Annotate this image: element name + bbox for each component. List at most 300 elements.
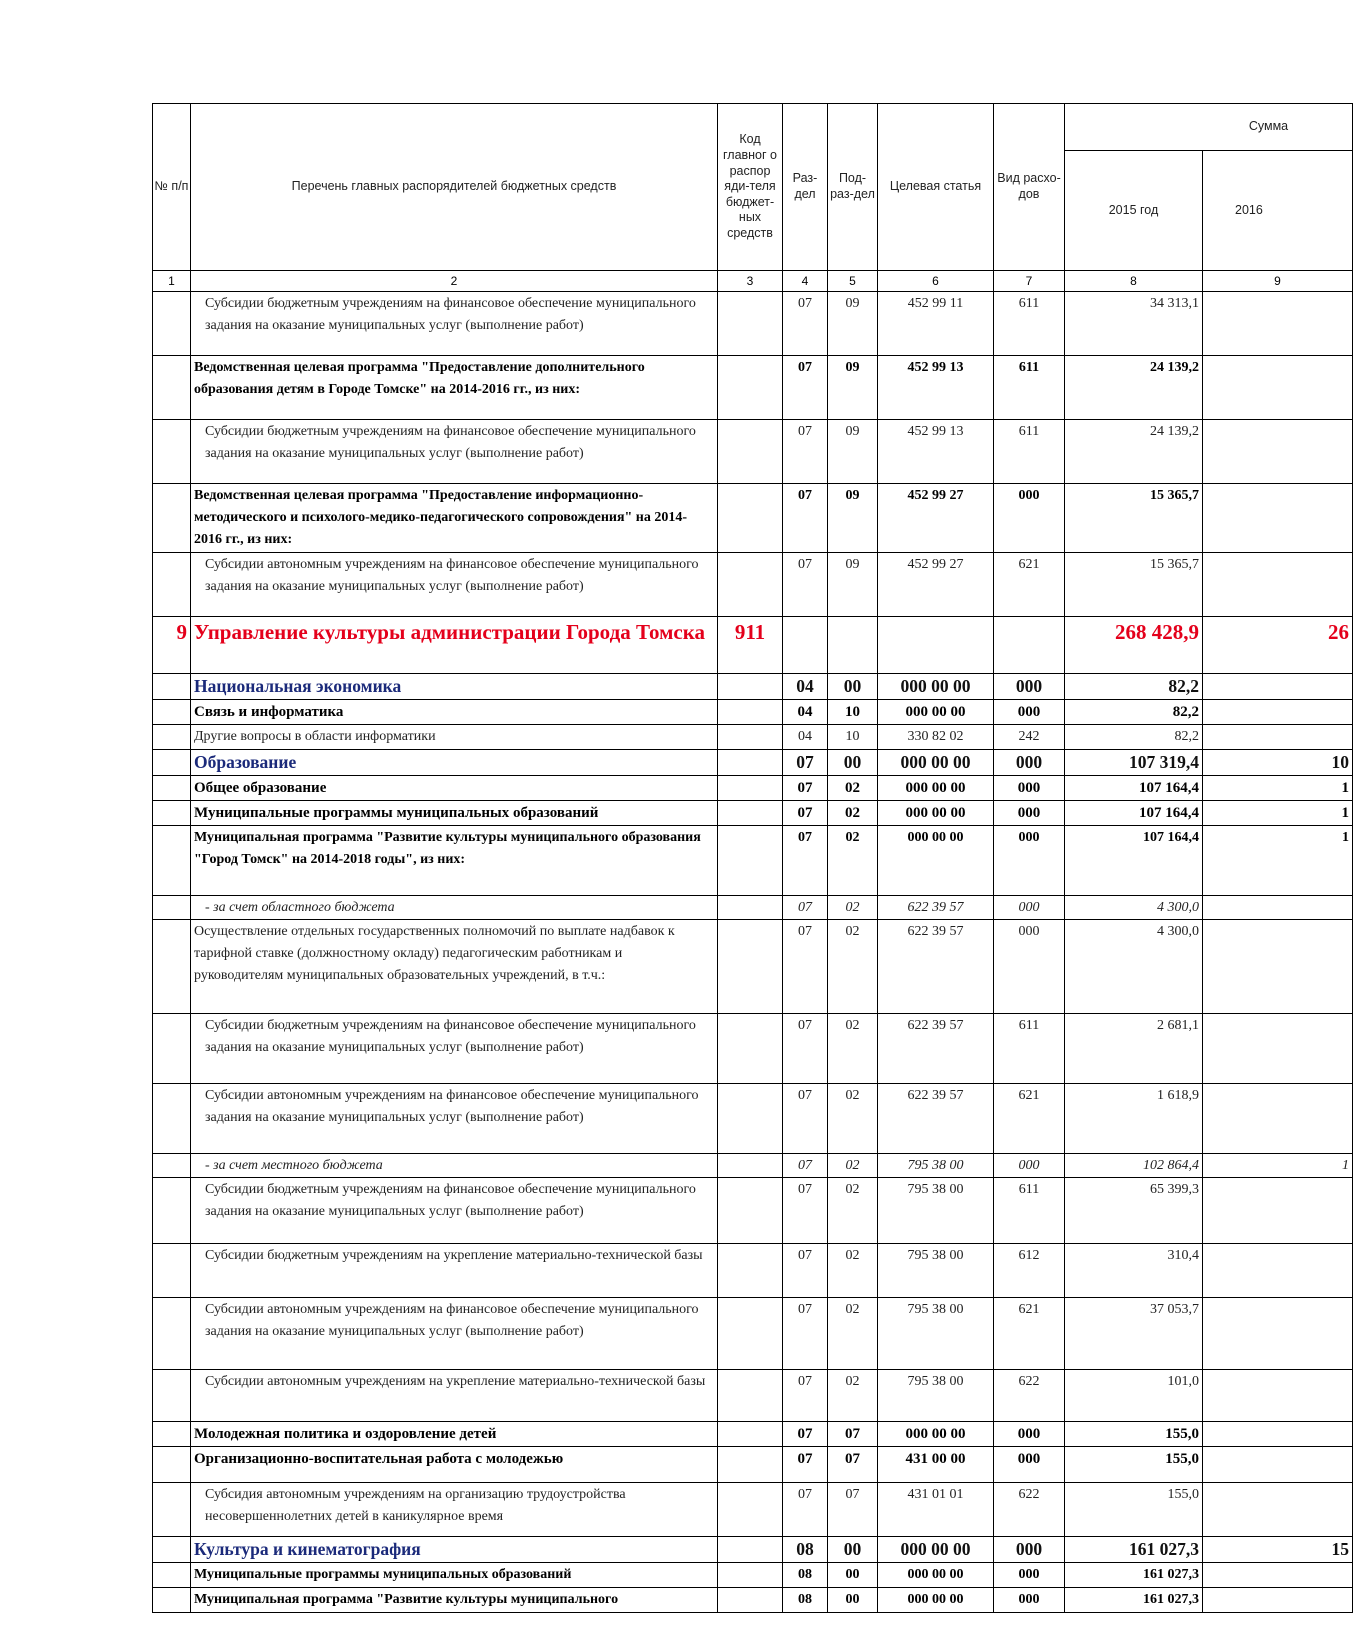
cell-section: 08: [783, 1588, 828, 1613]
cell-type: 000: [994, 801, 1065, 826]
table-row: [153, 484, 1353, 553]
cell-2016: [1203, 356, 1353, 420]
cell-2016: [1203, 1588, 1353, 1613]
cell-type: 000: [994, 826, 1065, 896]
cell-subsection: 00: [828, 750, 878, 776]
budget-table: [152, 103, 1353, 1613]
cell-name: Молодежная политика и оздоровление детей: [191, 1422, 718, 1447]
cell-num: [153, 1244, 191, 1298]
cell-2016: 10: [1203, 750, 1353, 776]
cell-subsection: 07: [828, 1483, 878, 1537]
header-2015: 2015 год: [1065, 151, 1203, 271]
cell-num: [153, 356, 191, 420]
cell-code: [718, 1537, 783, 1563]
cell-2015: 155,0: [1065, 1422, 1203, 1447]
table-row: [153, 1014, 1353, 1084]
cell-target: 000 00 00: [878, 1422, 994, 1447]
cell-2016: 1: [1203, 826, 1353, 896]
cell-name: - за счет областного бюджета: [191, 896, 718, 920]
table-row: [153, 1588, 1353, 1613]
cell-type: 000: [994, 700, 1065, 725]
cell-section: 07: [783, 1178, 828, 1244]
cell-num: [153, 826, 191, 896]
cell-type: 000: [994, 776, 1065, 801]
cell-name: Муниципальные программы муниципальных образований: [191, 1563, 718, 1588]
cell-num: [153, 1588, 191, 1613]
header-2016-label: 2016: [1235, 202, 1263, 217]
cell-subsection: 02: [828, 1084, 878, 1154]
cell-code: [718, 896, 783, 920]
cell-code: [718, 1178, 783, 1244]
cell-section: 07: [783, 1084, 828, 1154]
cell-2016: [1203, 896, 1353, 920]
cell-subsection: 02: [828, 776, 878, 801]
cell-name: Культура и кинематография: [191, 1537, 718, 1563]
cell-target: 000 00 00: [878, 700, 994, 725]
cell-section: 07: [783, 1370, 828, 1422]
cell-2015: 107 319,4: [1065, 750, 1203, 776]
cell-section: 07: [783, 776, 828, 801]
cell-section: 07: [783, 1154, 828, 1178]
cell-2016: [1203, 1014, 1353, 1084]
cell-code: [718, 750, 783, 776]
table-row: [153, 700, 1353, 725]
cell-num: [153, 801, 191, 826]
table-row: [153, 801, 1353, 826]
table-row: [153, 1178, 1353, 1244]
cell-section: 08: [783, 1563, 828, 1588]
cell-2015: 82,2: [1065, 700, 1203, 725]
cell-section: 07: [783, 553, 828, 617]
cell-section: 04: [783, 674, 828, 700]
column-number: 4: [783, 271, 828, 292]
cell-type: 622: [994, 1370, 1065, 1422]
budget-table-container: [152, 103, 1349, 1650]
cell-subsection: 00: [828, 1588, 878, 1613]
header-2016: [1203, 151, 1353, 271]
cell-name: Субсидии автономным учреждениям на финансовое обеспечение муниципального задания на оказание муниципальных услуг (выполнение работ): [191, 1084, 718, 1154]
cell-section: 07: [783, 1447, 828, 1483]
table-row: [153, 826, 1353, 896]
cell-2016: [1203, 1084, 1353, 1154]
cell-2015: 161 027,3: [1065, 1537, 1203, 1563]
cell-num: [153, 1563, 191, 1588]
cell-2016: [1203, 1563, 1353, 1588]
cell-2015: 102 864,4: [1065, 1154, 1203, 1178]
cell-num: [153, 896, 191, 920]
cell-2015: 107 164,4: [1065, 801, 1203, 826]
cell-num: [153, 750, 191, 776]
cell-type: 611: [994, 1178, 1065, 1244]
header-sum-label: Сумма: [1248, 119, 1289, 134]
cell-name: Субсидии автономным учреждениям на финансовое обеспечение муниципального задания на оказание муниципальных услуг (выполнение работ): [191, 553, 718, 617]
column-number-row: [153, 271, 1353, 292]
table-row: [153, 1370, 1353, 1422]
cell-subsection: 09: [828, 420, 878, 484]
cell-2016: [1203, 553, 1353, 617]
cell-code: [718, 1483, 783, 1537]
cell-code: [718, 700, 783, 725]
cell-type: 000: [994, 1447, 1065, 1483]
cell-name: Национальная экономика: [191, 674, 718, 700]
cell-2016: [1203, 700, 1353, 725]
cell-subsection: 02: [828, 1154, 878, 1178]
cell-subsection: 00: [828, 1563, 878, 1588]
cell-name: Субсидия автономным учреждениям на организацию трудоустройства несовершеннолетних детей в каникулярное время: [191, 1483, 718, 1537]
cell-2016: [1203, 292, 1353, 356]
cell-code: [718, 920, 783, 1014]
cell-2015: 1 618,9: [1065, 1084, 1203, 1154]
cell-subsection: 07: [828, 1447, 878, 1483]
cell-num: [153, 1084, 191, 1154]
header-num: № п/п: [153, 104, 191, 271]
column-number: 2: [191, 271, 718, 292]
cell-type: 000: [994, 1537, 1065, 1563]
table-row: [153, 725, 1353, 750]
cell-type: 000: [994, 1563, 1065, 1588]
cell-type: 000: [994, 750, 1065, 776]
cell-2015: 4 300,0: [1065, 920, 1203, 1014]
cell-2016: 15: [1203, 1537, 1353, 1563]
cell-target: 795 38 00: [878, 1244, 994, 1298]
cell-target: 795 38 00: [878, 1178, 994, 1244]
cell-name: Ведомственная целевая программа "Предоставление дополнительного образования детям в Городе Томске" на 2014-2016 гг., из них:: [191, 356, 718, 420]
cell-name: Управление культуры администрации Города Томска: [191, 617, 718, 674]
table-row: [153, 1154, 1353, 1178]
cell-code: [718, 1084, 783, 1154]
cell-num: [153, 776, 191, 801]
cell-code: [718, 776, 783, 801]
table-row: [153, 1563, 1353, 1588]
cell-name: Связь и информатика: [191, 700, 718, 725]
cell-subsection: 02: [828, 1370, 878, 1422]
cell-section: 07: [783, 1298, 828, 1370]
cell-2015: 155,0: [1065, 1483, 1203, 1537]
cell-num: [153, 1422, 191, 1447]
cell-num: [153, 700, 191, 725]
cell-subsection: 02: [828, 1178, 878, 1244]
cell-2015: 101,0: [1065, 1370, 1203, 1422]
cell-2016: 1: [1203, 1154, 1353, 1178]
cell-section: 07: [783, 484, 828, 553]
cell-name: Субсидии бюджетным учреждениям на финансовое обеспечение муниципального задания на оказание муниципальных услуг (выполнение работ): [191, 1178, 718, 1244]
cell-target: 795 38 00: [878, 1298, 994, 1370]
cell-target: 431 01 01: [878, 1483, 994, 1537]
cell-2016: [1203, 920, 1353, 1014]
cell-type: 621: [994, 1298, 1065, 1370]
column-number: 7: [994, 271, 1065, 292]
cell-code: [718, 1563, 783, 1588]
cell-code: [718, 725, 783, 750]
cell-name: Муниципальные программы муниципальных образований: [191, 801, 718, 826]
cell-type: 000: [994, 1154, 1065, 1178]
cell-target: 452 99 13: [878, 420, 994, 484]
cell-code: [718, 826, 783, 896]
cell-code: [718, 1447, 783, 1483]
cell-type: 000: [994, 674, 1065, 700]
cell-code: [718, 1422, 783, 1447]
cell-section: 04: [783, 700, 828, 725]
column-number: 3: [718, 271, 783, 292]
cell-target: 000 00 00: [878, 1537, 994, 1563]
cell-section: 07: [783, 1483, 828, 1537]
cell-2016: [1203, 1178, 1353, 1244]
cell-num: [153, 1537, 191, 1563]
cell-num: [153, 1447, 191, 1483]
cell-type: 242: [994, 725, 1065, 750]
cell-name: Общее образование: [191, 776, 718, 801]
cell-code: [718, 1588, 783, 1613]
cell-target: 622 39 57: [878, 896, 994, 920]
cell-subsection: [828, 617, 878, 674]
cell-subsection: 02: [828, 826, 878, 896]
cell-subsection: 02: [828, 1014, 878, 1084]
table-row: [153, 1422, 1353, 1447]
cell-num: [153, 920, 191, 1014]
cell-num: [153, 674, 191, 700]
cell-section: 07: [783, 801, 828, 826]
table-row: [153, 1298, 1353, 1370]
cell-name: Субсидии бюджетным учреждениям на финансовое обеспечение муниципального задания на оказание муниципальных услуг (выполнение работ): [191, 292, 718, 356]
cell-2015: 161 027,3: [1065, 1563, 1203, 1588]
cell-name: Субсидии бюджетным учреждениям на финансовое обеспечение муниципального задания на оказание муниципальных услуг (выполнение работ): [191, 420, 718, 484]
cell-name: Субсидии автономным учреждениям на укрепление материально-технической базы: [191, 1370, 718, 1422]
cell-num: [153, 1178, 191, 1244]
table-body: [153, 292, 1353, 1613]
cell-num: [153, 1370, 191, 1422]
cell-section: 07: [783, 1244, 828, 1298]
cell-section: 07: [783, 896, 828, 920]
cell-2015: 155,0: [1065, 1447, 1203, 1483]
cell-section: 07: [783, 1422, 828, 1447]
column-number: 9: [1203, 271, 1353, 292]
cell-type: 621: [994, 1084, 1065, 1154]
cell-name: Муниципальная программа "Развитие культуры муниципального: [191, 1588, 718, 1613]
cell-subsection: 09: [828, 356, 878, 420]
cell-type: 000: [994, 920, 1065, 1014]
cell-num: [153, 725, 191, 750]
cell-target: 330 82 02: [878, 725, 994, 750]
cell-type: 612: [994, 1244, 1065, 1298]
cell-target: 622 39 57: [878, 1014, 994, 1084]
cell-code: [718, 1370, 783, 1422]
cell-2015: 24 139,2: [1065, 420, 1203, 484]
cell-target: [878, 617, 994, 674]
cell-type: 611: [994, 420, 1065, 484]
cell-2016: [1203, 1370, 1353, 1422]
cell-subsection: 07: [828, 1422, 878, 1447]
cell-code: [718, 1014, 783, 1084]
cell-num: [153, 484, 191, 553]
header-code: Код главног о распор яди-теля бюджет-ных средств: [718, 104, 783, 271]
cell-section: 07: [783, 356, 828, 420]
cell-num: [153, 420, 191, 484]
cell-2015: 15 365,7: [1065, 484, 1203, 553]
cell-code: [718, 1244, 783, 1298]
cell-code: [718, 801, 783, 826]
cell-subsection: 09: [828, 292, 878, 356]
cell-target: 622 39 57: [878, 1084, 994, 1154]
cell-code: [718, 1298, 783, 1370]
cell-code: [718, 420, 783, 484]
cell-name: Ведомственная целевая программа "Предоставление информационно-методического и психолого-медико-педагогического сопровождения" на 2014-2016 гг., из них:: [191, 484, 718, 553]
cell-subsection: 02: [828, 1244, 878, 1298]
cell-num: 9: [153, 617, 191, 674]
cell-name: Субсидии бюджетным учреждениям на финансовое обеспечение муниципального задания на оказание муниципальных услуг (выполнение работ): [191, 1014, 718, 1084]
cell-target: 000 00 00: [878, 750, 994, 776]
column-number: 5: [828, 271, 878, 292]
cell-subsection: 02: [828, 896, 878, 920]
cell-code: 911: [718, 617, 783, 674]
cell-2016: [1203, 1447, 1353, 1483]
table-row: [153, 420, 1353, 484]
cell-section: 07: [783, 292, 828, 356]
cell-subsection: 00: [828, 1537, 878, 1563]
cell-2016: [1203, 725, 1353, 750]
cell-name: Организационно-воспитательная работа с молодежью: [191, 1447, 718, 1483]
cell-target: 000 00 00: [878, 776, 994, 801]
header-type: Вид расхо-дов: [994, 104, 1065, 271]
cell-2015: 2 681,1: [1065, 1014, 1203, 1084]
cell-2016: 1: [1203, 776, 1353, 801]
cell-2016: [1203, 1298, 1353, 1370]
cell-section: 07: [783, 826, 828, 896]
cell-code: [718, 356, 783, 420]
table-row: [153, 1084, 1353, 1154]
cell-target: 622 39 57: [878, 920, 994, 1014]
cell-target: 452 99 13: [878, 356, 994, 420]
cell-num: [153, 553, 191, 617]
cell-target: 795 38 00: [878, 1370, 994, 1422]
cell-name: Осуществление отдельных государственных полномочий по выплате надбавок к тарифной ставке (должностному окладу) педагогическим работникам и руководителям муниципальных образовательных учреждений, в т.ч.:: [191, 920, 718, 1014]
cell-2015: 268 428,9: [1065, 617, 1203, 674]
table-row: [153, 750, 1353, 776]
cell-target: 000 00 00: [878, 801, 994, 826]
cell-2015: 15 365,7: [1065, 553, 1203, 617]
cell-2016: [1203, 1483, 1353, 1537]
cell-2016: [1203, 1422, 1353, 1447]
cell-2015: 37 053,7: [1065, 1298, 1203, 1370]
cell-2015: 107 164,4: [1065, 826, 1203, 896]
cell-num: [153, 1154, 191, 1178]
cell-2015: 107 164,4: [1065, 776, 1203, 801]
cell-num: [153, 292, 191, 356]
table-row: [153, 356, 1353, 420]
cell-2015: 24 139,2: [1065, 356, 1203, 420]
table-row: [153, 1537, 1353, 1563]
cell-target: 452 99 27: [878, 484, 994, 553]
cell-2016: [1203, 420, 1353, 484]
cell-section: 07: [783, 1014, 828, 1084]
table-row: [153, 920, 1353, 1014]
cell-name: Муниципальная программа "Развитие культуры муниципального образования "Город Томск" на 2014-2018 годы", из них:: [191, 826, 718, 896]
cell-num: [153, 1014, 191, 1084]
table-row: [153, 896, 1353, 920]
cell-name: - за счет местного бюджета: [191, 1154, 718, 1178]
cell-code: [718, 553, 783, 617]
header-target: Целевая статья: [878, 104, 994, 271]
cell-type: 000: [994, 1422, 1065, 1447]
cell-type: 000: [994, 896, 1065, 920]
cell-subsection: 10: [828, 725, 878, 750]
cell-2016: [1203, 1244, 1353, 1298]
cell-2015: 4 300,0: [1065, 896, 1203, 920]
cell-type: 621: [994, 553, 1065, 617]
table-row: [153, 292, 1353, 356]
cell-2016: 1: [1203, 801, 1353, 826]
cell-code: [718, 1154, 783, 1178]
cell-type: 622: [994, 1483, 1065, 1537]
cell-num: [153, 1298, 191, 1370]
cell-code: [718, 484, 783, 553]
cell-2015: 310,4: [1065, 1244, 1203, 1298]
cell-target: 000 00 00: [878, 1563, 994, 1588]
cell-section: 07: [783, 920, 828, 1014]
cell-section: 07: [783, 750, 828, 776]
cell-subsection: 00: [828, 674, 878, 700]
cell-name: Образование: [191, 750, 718, 776]
cell-type: 000: [994, 484, 1065, 553]
cell-section: 07: [783, 420, 828, 484]
cell-target: 000 00 00: [878, 826, 994, 896]
table-row: [153, 776, 1353, 801]
cell-name: Субсидии автономным учреждениям на финансовое обеспечение муниципального задания на оказание муниципальных услуг (выполнение работ): [191, 1298, 718, 1370]
column-number: 6: [878, 271, 994, 292]
cell-code: [718, 292, 783, 356]
table-row: [153, 553, 1353, 617]
cell-target: 000 00 00: [878, 674, 994, 700]
cell-2016: [1203, 484, 1353, 553]
cell-2015: 65 399,3: [1065, 1178, 1203, 1244]
cell-num: [153, 1483, 191, 1537]
cell-target: 452 99 11: [878, 292, 994, 356]
table-row: [153, 1447, 1353, 1483]
cell-2015: 34 313,1: [1065, 292, 1203, 356]
header-section: Раз-дел: [783, 104, 828, 271]
cell-subsection: 09: [828, 484, 878, 553]
table-row: [153, 1244, 1353, 1298]
cell-2016: 26: [1203, 617, 1353, 674]
table-row: [153, 674, 1353, 700]
cell-target: 795 38 00: [878, 1154, 994, 1178]
cell-2015: 82,2: [1065, 674, 1203, 700]
cell-section: 04: [783, 725, 828, 750]
cell-type: 000: [994, 1588, 1065, 1613]
cell-code: [718, 674, 783, 700]
cell-section: 08: [783, 1537, 828, 1563]
column-number: 8: [1065, 271, 1203, 292]
cell-target: 452 99 27: [878, 553, 994, 617]
cell-subsection: 02: [828, 801, 878, 826]
cell-target: 431 00 00: [878, 1447, 994, 1483]
table-row: [153, 1483, 1353, 1537]
header-name: Перечень главных распорядителей бюджетных средств: [191, 104, 718, 271]
cell-type: 611: [994, 292, 1065, 356]
cell-section: [783, 617, 828, 674]
table-row: [153, 617, 1353, 674]
cell-type: 611: [994, 1014, 1065, 1084]
cell-name: Субсидии бюджетным учреждениям на укрепление материально-технической базы: [191, 1244, 718, 1298]
cell-2016: [1203, 674, 1353, 700]
cell-subsection: 02: [828, 1298, 878, 1370]
cell-type: 611: [994, 356, 1065, 420]
cell-subsection: 10: [828, 700, 878, 725]
header-sum: [1065, 104, 1353, 151]
cell-type: [994, 617, 1065, 674]
header-subsection: Под-раз-дел: [828, 104, 878, 271]
cell-2015: 82,2: [1065, 725, 1203, 750]
cell-subsection: 02: [828, 920, 878, 1014]
